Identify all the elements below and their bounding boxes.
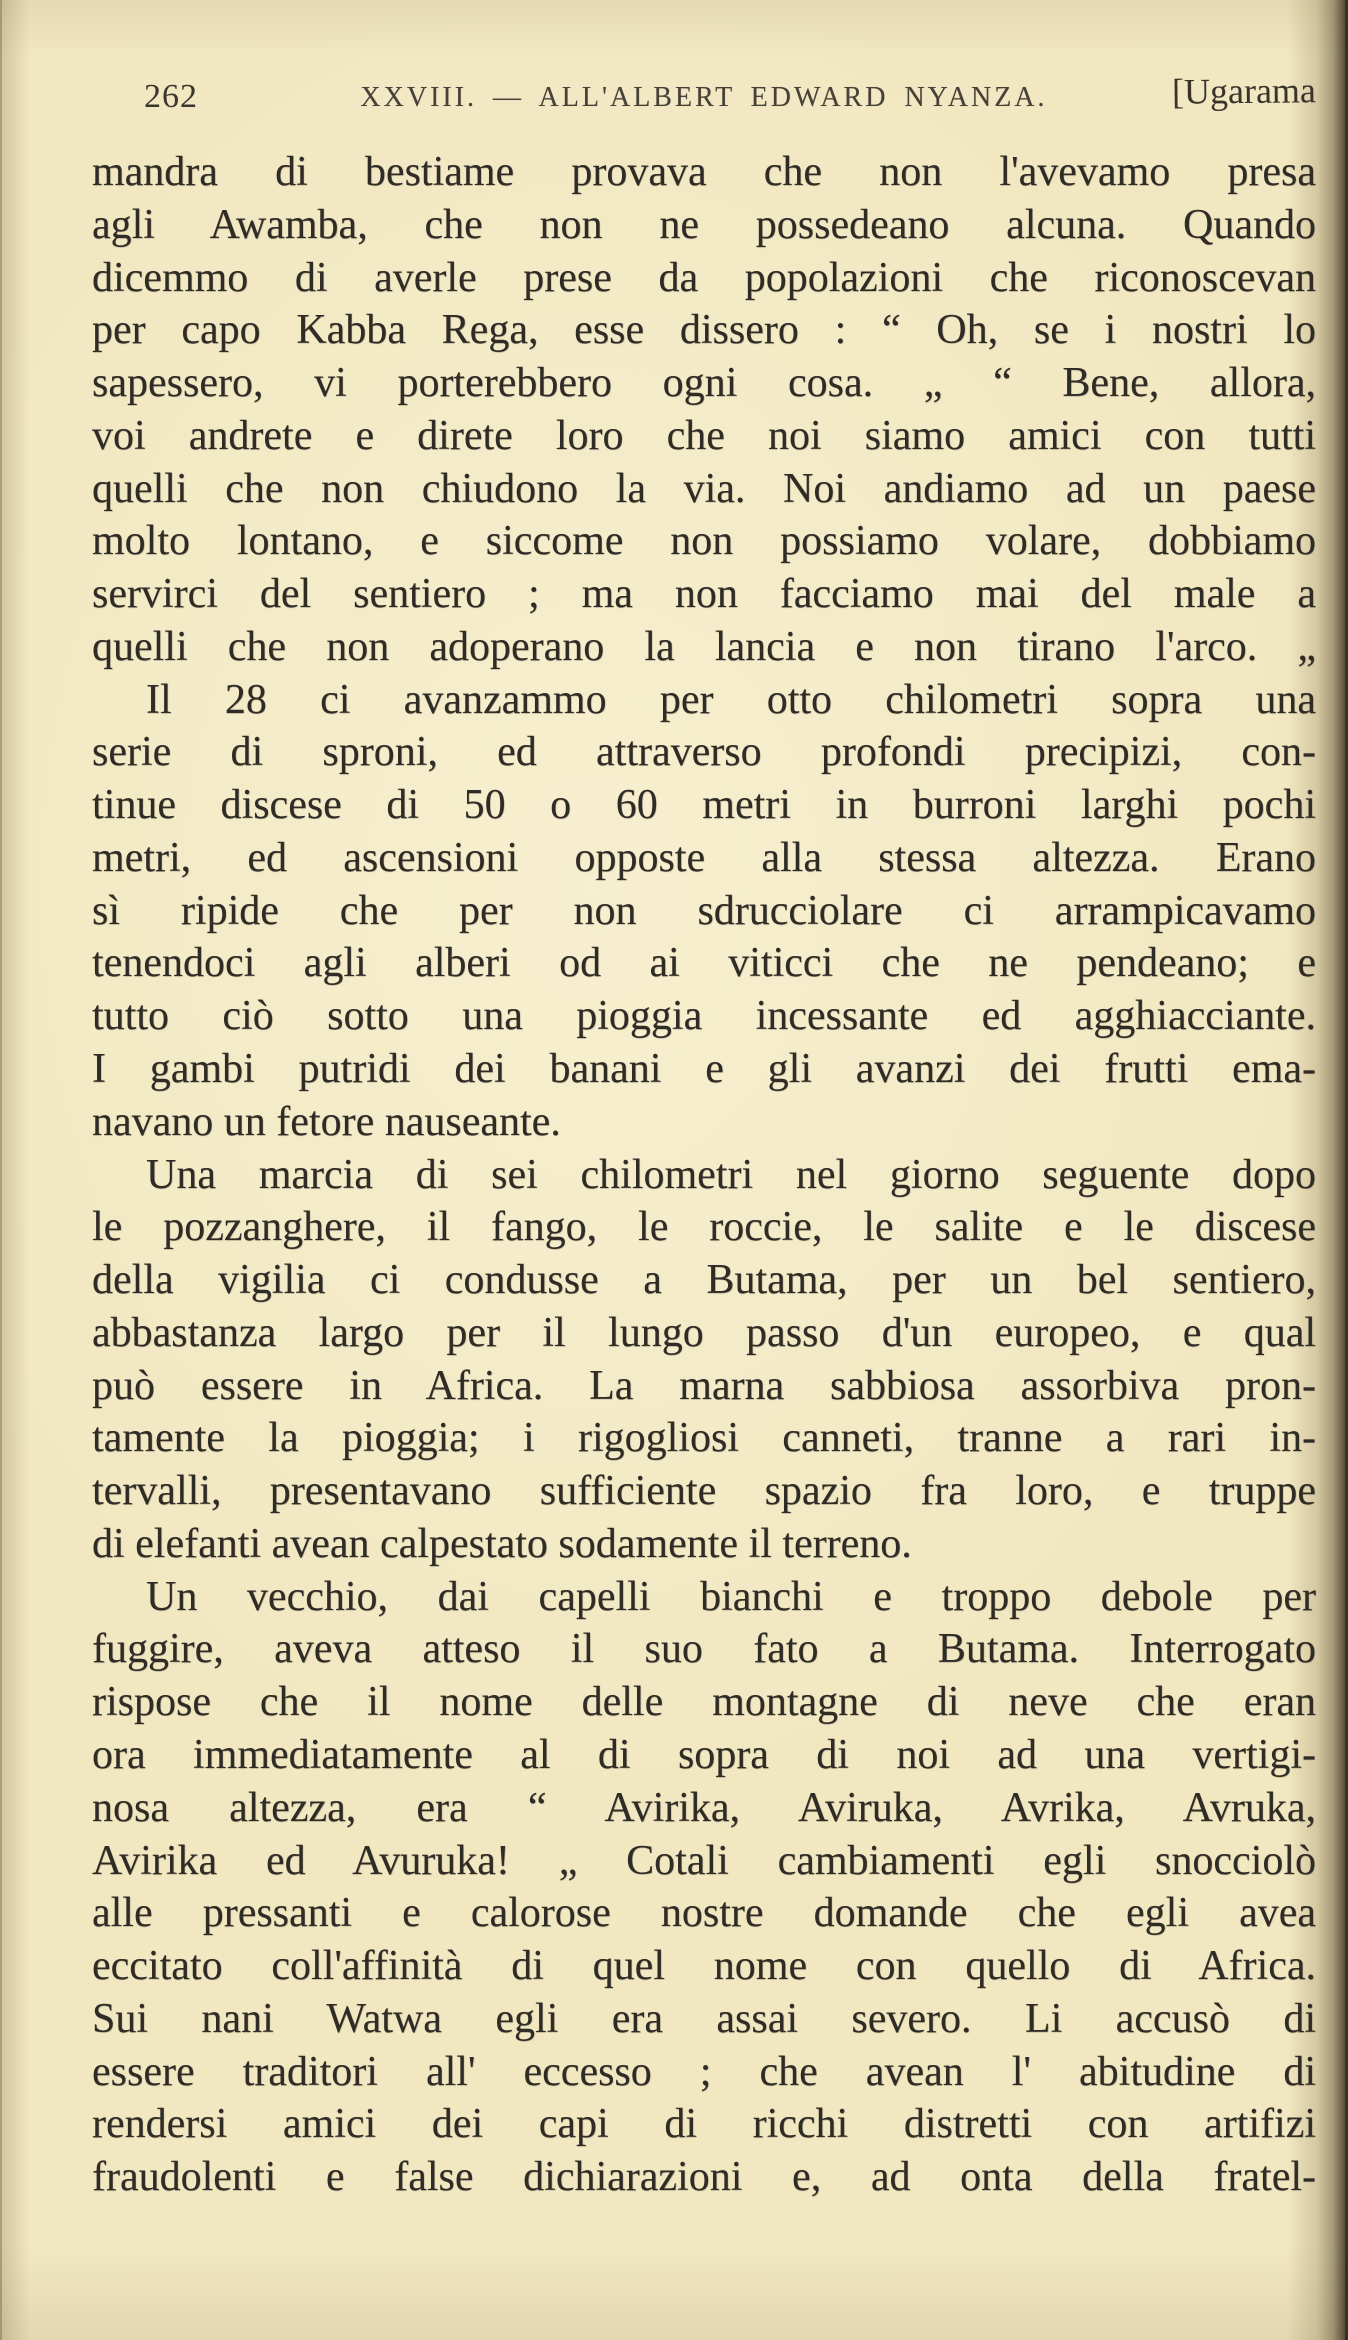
- text-line: Un vecchio, dai capelli bianchi e troppo debole per: [146, 1573, 1316, 1620]
- text-line: tinue discese di 50 o 60 metri in burroni larghi pochi: [92, 782, 1316, 829]
- text-line: Sui nani Watwa egli era assai severo. Li accusò di: [92, 1995, 1316, 2042]
- text-line: sì ripide che per non sdrucciolare ci arrampicavamo: [92, 887, 1316, 934]
- running-header: [92, 70, 1316, 118]
- text-line: sapessero, vi porterebbero ogni cosa. „ “ Bene, allora,: [92, 360, 1316, 407]
- text-line: tamente la pioggia; i rigogliosi canneti, tranne a rari in-: [92, 1415, 1316, 1462]
- text-line: molto lontano, e siccome non possiamo volare, dobbiamo: [92, 518, 1316, 565]
- text-line: le pozzanghere, il fango, le roccie, le salite e le discese: [92, 1204, 1316, 1251]
- text-line: fuggire, aveva atteso il suo fato a Butama. Interrogato: [92, 1626, 1316, 1673]
- running-header-place: [Ugarama: [1171, 70, 1317, 112]
- text-line: ora immediatamente al di sopra di noi ad una vertigi-: [92, 1731, 1316, 1778]
- page-number: 262: [144, 78, 198, 115]
- text-line: tutto ciò sotto una pioggia incessante ed agghiacciante.: [92, 993, 1316, 1040]
- text-line: rendersi amici dei capi di ricchi distretti con artifizi: [92, 2101, 1316, 2148]
- text-line: eccitato coll'affinità di quel nome con quello di Africa.: [92, 1943, 1316, 1990]
- page-edge-shadow-left: [0, 0, 2, 2340]
- text-line: agli Awamba, che non ne possedeano alcuna. Quando: [92, 201, 1316, 248]
- text-line: per capo Kabba Rega, esse dissero : “ Oh, se i nostri lo: [92, 307, 1316, 354]
- text-line: mandra di bestiame provava che non l'avevamo presa: [92, 149, 1316, 195]
- text-line: dicemmo di averle prese da popolazioni che riconoscevan: [92, 254, 1316, 301]
- text-line: fraudolenti e false dichiarazioni e, ad onta della fratel-: [92, 2154, 1316, 2201]
- text-line: abbastanza largo per il lungo passo d'un europeo, e qual: [92, 1309, 1316, 1356]
- text-line: rispose che il nome delle montagne di neve che eran: [92, 1679, 1316, 1726]
- text-line: alle pressanti e calorose nostre domande che egli avea: [92, 1890, 1316, 1937]
- text-line: Avirika ed Avuruka! „ Cotali cambiamenti egli snocciolò: [92, 1837, 1316, 1884]
- text-line: Una marcia di sei chilometri nel giorno seguente dopo: [146, 1151, 1316, 1198]
- text-line: voi andrete e direte loro che noi siamo amici con tutti: [92, 412, 1316, 459]
- text-line: servirci del sentiero ; ma non facciamo mai del male a: [92, 571, 1316, 618]
- text-line: quelli che non chiudono la via. Noi andiamo ad un paese: [92, 465, 1316, 512]
- text-line: metri, ed ascensioni opposte alla stessa altezza. Erano: [92, 834, 1316, 881]
- running-header-title: XXVIII. — ALL'ALBERT EDWARD NYANZA.: [360, 82, 1048, 113]
- text-line: essere traditori all' eccesso ; che avean l' abitudine di: [92, 2048, 1316, 2095]
- text-line: navano un fetore nauseante.: [92, 1098, 561, 1145]
- text-line: Il 28 ci avanzammo per otto chilometri sopra una: [146, 676, 1316, 723]
- text-line: di elefanti avean calpestato sodamente il terreno.: [92, 1520, 912, 1567]
- text-line: tenendoci agli alberi od ai viticci che ne pendeano; e: [92, 940, 1316, 987]
- text-line: quelli che non adoperano la lancia e non tirano l'arco. „: [92, 623, 1316, 670]
- text-line: può essere in Africa. La marna sabbiosa assorbiva pron-: [92, 1362, 1316, 1409]
- text-line: della vigilia ci condusse a Butama, per un bel sentiero,: [92, 1257, 1316, 1304]
- text-line: nosa altezza, era “ Avirika, Aviruka, Avrika, Avruka,: [92, 1784, 1316, 1831]
- body-text: [92, 146, 1316, 2204]
- text-line: tervalli, presentavano sufficiente spazio fra loro, e truppe: [92, 1468, 1316, 1515]
- text-line: I gambi putridi dei banani e gli avanzi dei frutti ema-: [92, 1046, 1316, 1093]
- text-line: serie di sproni, ed attraverso profondi precipizi, con-: [92, 729, 1316, 776]
